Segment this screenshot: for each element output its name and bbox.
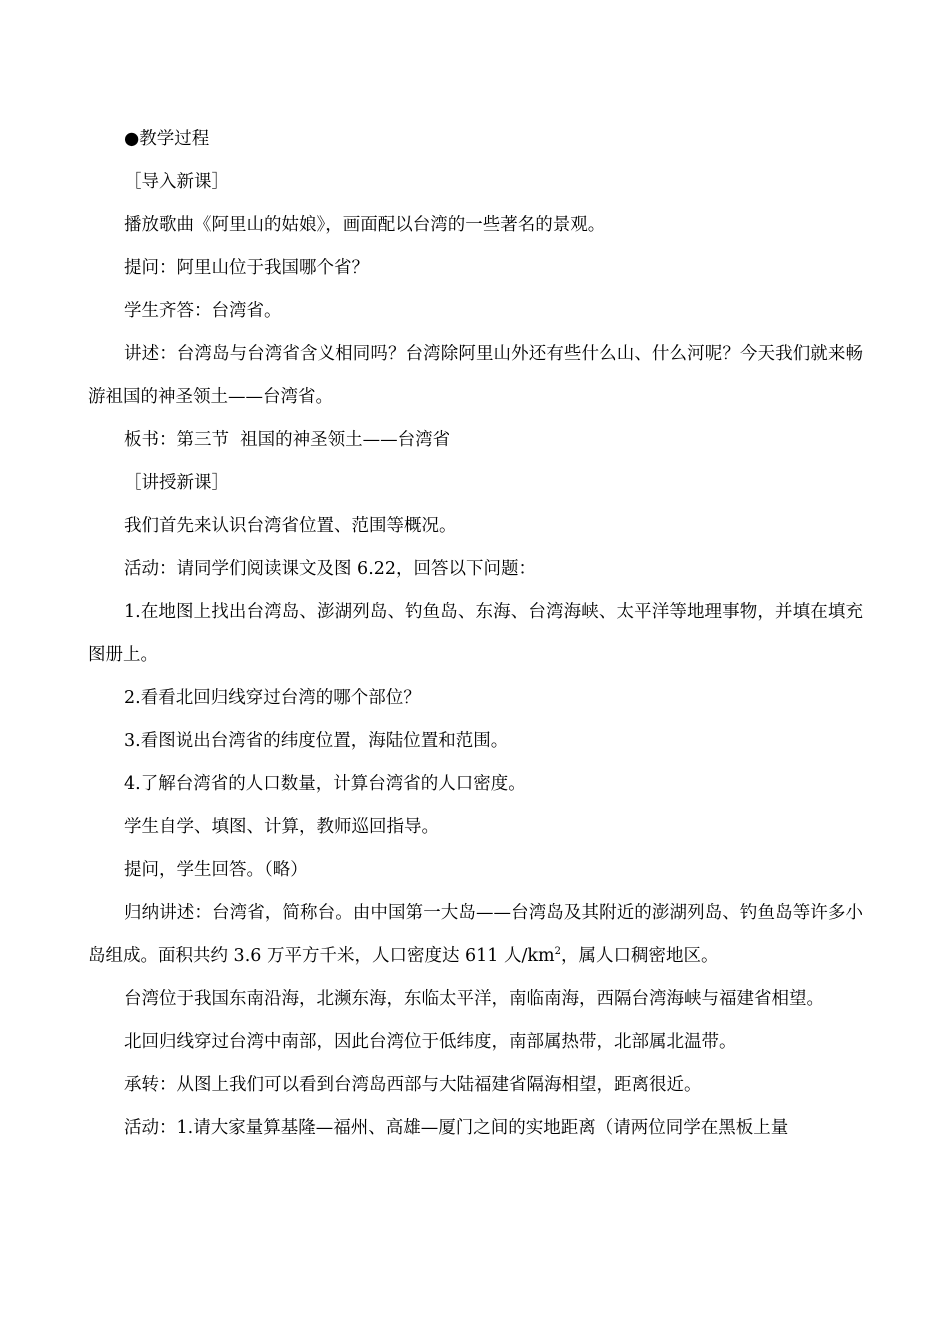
paragraph-question-answer: 提问，学生回答。（略） xyxy=(124,860,308,880)
paragraph-activity-read: 活动：请同学们阅读课文及图 6.22，回答以下问题： xyxy=(124,559,537,579)
paragraph-self-study: 学生自学、填图、计算，教师巡回指导。 xyxy=(124,817,439,837)
section-heading-teaching-process: ●教学过程 xyxy=(124,129,210,149)
summary-superscript: 2 xyxy=(554,946,561,958)
list-item-4: 4.了解台湾省的人口数量，计算台湾省的人口密度。 xyxy=(124,774,526,794)
summary-text-after: ，属人口稠密地区。 xyxy=(560,946,719,966)
paragraph-lecture-intro: 讲述：台湾岛与台湾省含义相同吗？台湾除阿里山外还有些什么山、什么河呢？今天我们就来畅游祖国的神圣领土——台湾省。 xyxy=(88,344,863,407)
list-item-2: 2.看看北回归线穿过台湾的哪个部位？ xyxy=(124,688,421,708)
paragraph-blackboard-title: 板书：第三节 祖国的神圣领土——台湾省 xyxy=(124,430,451,450)
list-item-1: 1.在地图上找出台湾岛、澎湖列岛、钓鱼岛、东海、台湾海峡、太平洋等地理事物，并填在填充图册上。 xyxy=(88,602,863,665)
paragraph-play-song: 播放歌曲《阿里山的姑娘》，画面配以台湾的一些著名的景观。 xyxy=(124,215,606,235)
document-body xyxy=(88,118,863,1150)
paragraph-tropic: 北回归线穿过台湾中南部，因此台湾位于低纬度，南部属热带，北部属北温带。 xyxy=(124,1032,737,1052)
paragraph-overview: 我们首先来认识台湾省位置、范围等概况。 xyxy=(124,516,457,536)
subheading-teach-new-lesson: ［讲授新课］ xyxy=(124,473,229,493)
subheading-introduce-new-lesson: ［导入新课］ xyxy=(124,172,229,192)
paragraph-summary xyxy=(88,892,863,978)
paragraph-students-answer: 学生齐答：台湾省。 xyxy=(124,301,282,321)
summary-text-before: 归纳讲述：台湾省，简称台。由中国第一大岛——台湾岛及其附近的澎湖列岛、钓鱼岛等许多小岛组成。面积共约 3.6 万平方千米，人口密度达 611 人/km xyxy=(88,903,863,966)
list-item-3: 3.看图说出台湾省的纬度位置，海陆位置和范围。 xyxy=(124,731,509,751)
paragraph-activity-measure: 活动：1.请大家量算基隆—福州、高雄—厦门之间的实地距离（请两位同学在黑板上量 xyxy=(124,1118,789,1138)
paragraph-transition: 承转：从图上我们可以看到台湾岛西部与大陆福建省隔海相望，距离很近。 xyxy=(124,1075,702,1095)
paragraph-question-alishan: 提问：阿里山位于我国哪个省？ xyxy=(124,258,369,278)
paragraph-location: 台湾位于我国东南沿海，北濒东海，东临太平洋，南临南海，西隔台湾海峡与福建省相望。 xyxy=(124,989,824,1009)
